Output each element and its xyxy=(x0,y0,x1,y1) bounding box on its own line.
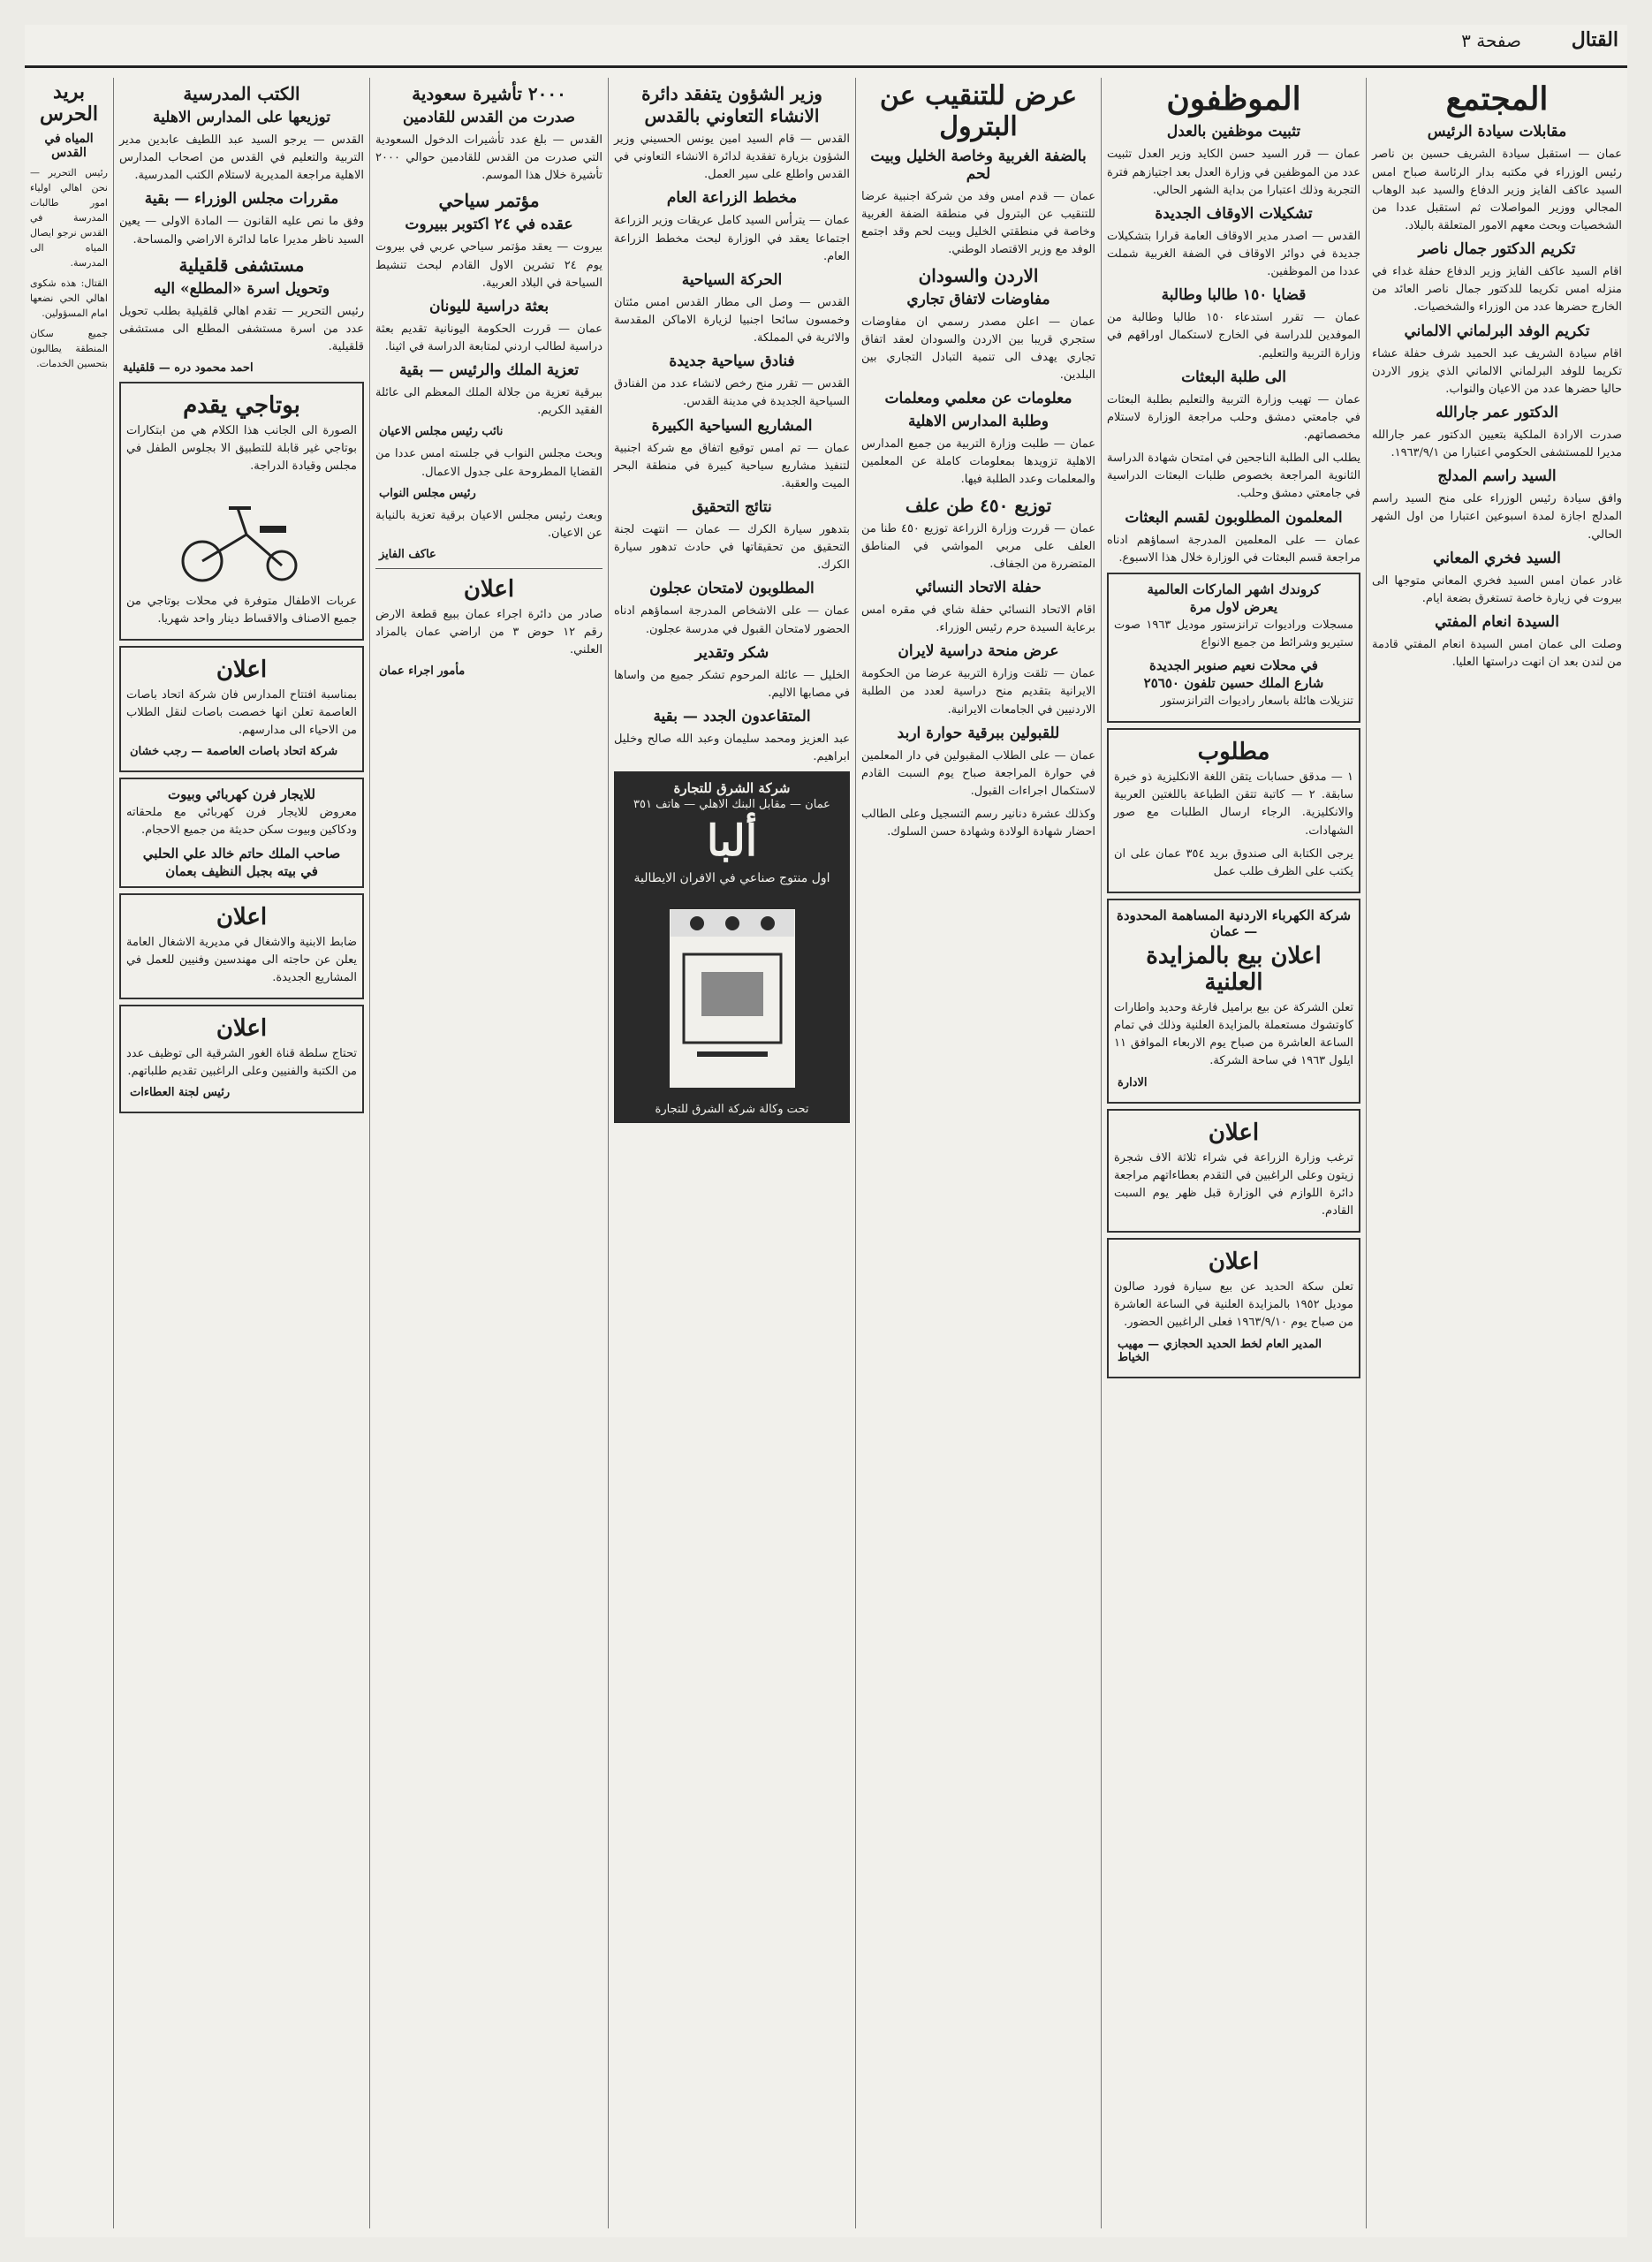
headline-minister: وزير الشؤون يتفقد دائرة الانشاء التعاوني بالقدس xyxy=(641,83,822,126)
page-number: صفحة ٣ xyxy=(1461,30,1521,51)
heading: عرض منحة دراسية لايران xyxy=(898,642,1059,661)
heading: السيد راسم المدلج xyxy=(1437,467,1557,486)
heading: مخطط الزراعة العام xyxy=(666,189,798,208)
ad-signature: شركة اتحاد باصات العاصمة — رجب خشان xyxy=(130,745,338,759)
section-title-employees: الموظفون xyxy=(1166,80,1301,118)
heading: تشكيلات الاوقاف الجديدة xyxy=(1155,204,1313,223)
heading: المطلوبون لامتحان عجلون xyxy=(649,580,815,598)
heading: تكريم الدكتور جمال ناصر xyxy=(1418,240,1576,259)
article-text: القتال: هذه شكوى اهالي الحي نضعها امام المسؤولين. xyxy=(30,277,108,320)
column-employees xyxy=(1101,78,1366,2228)
article-text: عمان — تهيب وزارة التربية والتعليم بطلبة البعثات في جامعتي دمشق وحلب مراجعة الوزارة لاستلام مخصصاتهم. xyxy=(1107,392,1360,442)
article-text: ببرقية تعزية من جلالة الملك المعظم الى عائلة الفقيد الكريم. xyxy=(375,386,602,418)
rent-ad xyxy=(119,778,364,887)
heading: معلومات عن معلمي ومعلمات xyxy=(884,390,1072,408)
masthead xyxy=(25,25,1627,68)
article-text: بيروت — يعقد مؤتمر سياحي عربي في بيروت يوم ٢٤ تشرين الاول القادم لبحث تنشيط السياحة في البلاد العربية. xyxy=(375,240,603,290)
article-text: القدس — قام السيد امين يونس الحسيني وزير الشؤون بزيارة تفقدية لدائرة الانشاء التعاوني في القدس واطلع على سير العمل. xyxy=(614,133,850,182)
article-text: القدس — وصل الى مطار القدس امس مئتان وخمسون سائحا اجنبيا لزيارة الاماكن المقدسة والاثرية في المملكة. xyxy=(614,295,850,345)
heading: بعثة دراسية لليونان xyxy=(428,297,549,315)
article-text: عمان — تلقت وزارة التربية عرضا من الحكومة الايرانية بتقديم منح دراسية لعدد من الطلبة الاردنيين في الجامعات الايرانية. xyxy=(861,667,1095,717)
column-society xyxy=(1366,78,1627,2228)
heading: المياه في القدس xyxy=(44,131,94,160)
ad-title: اعلان xyxy=(1208,1119,1260,1146)
ad-text: ترغب وزارة الزراعة في شراء ثلاثة الاف شجرة زيتون وعلى الراغبين في التقدم بعطاءاتهم مراجعة دائرة اللوازم في الوزارة قبل ظهر يوم السبت القادم. xyxy=(1114,1150,1353,1218)
article-text: صدرت الارادة الملكية بتعيين الدكتور عمر جارالله مديرا للمستشفى الحكومي اعتبارا من ١٩٦٣/٩/١. xyxy=(1372,428,1622,460)
ad-company: شركة الشرق للتجارة xyxy=(673,780,791,797)
ad-tagline: اول منتوج صناعي في الافران الايطالية xyxy=(633,871,830,886)
ad-contact: صاحب الملك حاتم خالد علي الحلبي xyxy=(142,845,341,862)
article-text: عمان — تقرر استدعاء ١٥٠ طالبا وطالبة من الموفدين للدراسة في الخارج لاستكمال اوراقهم في وزارة التربية والتعليم. xyxy=(1107,311,1360,361)
article-text: غادر عمان امس السيد فخري المعاني متوجها الى بيروت في زيارة خاصة تستغرق بضعة ايام. xyxy=(1372,573,1622,605)
subheadline: وتحويل اسرة «المطلع» اليه xyxy=(153,279,330,298)
section-title-society: المجتمع xyxy=(1445,80,1549,118)
signature: رئيس مجلس النواب xyxy=(379,486,476,500)
ad-title: اعلان xyxy=(463,575,515,603)
signature: احمد محمود دره — قلقيلية xyxy=(123,361,254,376)
article-text: عبد العزيز ومحمد سليمان وعبد الله صالح وخليل ابراهيم. xyxy=(614,732,850,764)
subheadline: صدرت من القدس للقادمين xyxy=(403,109,575,126)
ad-signature: رئيس لجنة العطاءات xyxy=(130,1086,231,1100)
heading: المتقاعدون الجدد — بقية xyxy=(653,707,811,725)
ad-text: مسجلات وراديوات ترانزستور موديل ١٩٦٣ صوت ستيريو وشرائط من جميع الانواع xyxy=(1114,618,1353,649)
article-text: عمان — قررت وزارة الزراعة توزيع ٤٥٠ طنا من العلف على مربي المواشي في المناطق المتضررة من الجفاف. xyxy=(861,521,1095,571)
ad-title: كروندك اشهر الماركات العالمية xyxy=(1147,581,1321,597)
article-text: عمان — قررت الحكومة اليونانية تقديم بعثة دراسية لطالب اردني لمتابعة الدراسة في اثينا. xyxy=(375,322,602,353)
bus-ad xyxy=(119,646,364,772)
article-text: رئيس التحرير — نحن اهالي اولياء امور طالبات المدرسة في القدس نرجو ايصال المياه الى المدرسة. xyxy=(30,166,108,269)
column-minister xyxy=(608,78,855,2228)
article-text: القدس — يرجو السيد عبد اللطيف عابدين مدير التربية والتعليم في القدس من اصحاب المدارس الاهلية مراجعة المديرية لاستلام الكتب المدرسية. xyxy=(119,133,364,183)
ad-signature: الادارة xyxy=(1118,1075,1148,1089)
ad-text: عربات الاطفال متوفرة في محلات بوتاجي من جميع الاصناف والاقساط دينار واحد شهريا. xyxy=(126,594,357,626)
alba-ad xyxy=(614,771,850,1123)
article-text: القدس — اصدر مدير الاوقاف العامة قرارا بتشكيلات جديدة في دوائر الاوقاف في الضفة الغربية شملت عددا من الموظفين. xyxy=(1107,229,1360,279)
article-text: عمان — تم امس توقيع اتفاق مع شركة اجنبية لتنفيذ مشاريع سياحية كبيرة في منطقة البحر الميت والعقبة. xyxy=(614,441,850,490)
article-text: رئيس التحرير — تقدم اهالي قلقيلية بطلب تحويل عدد من اسرة مستشفى المطلع الى مستشفى قلقيلية. xyxy=(119,304,364,353)
ad-title: اعلان xyxy=(216,903,268,930)
ad-title: اعلان xyxy=(216,1014,268,1042)
ad-brand: ألبا xyxy=(706,816,758,867)
ad-address: شارع الملك حسين تلفون ٢٥٦٥٠ xyxy=(1143,675,1324,692)
article-text: جميع سكان المنطقة يطالبون بتحسين الخدمات. xyxy=(30,328,108,370)
ad-text: تعلن الشركة عن بيع براميل فارغة وحديد واطارات كاوتشوك مستعملة بالمزايدة العلنية وذلك في تمام الساعة العاشرة من صباح يوم الاربعاء الموافق ١١ ايلول ١٩٦٣ في ساحة الشركة. xyxy=(1114,1001,1353,1068)
ad-text: بمناسبة افتتاح المدارس فان شركة اتحاد باصات العاصمة تعلن انها خصصت باصات لنقل الطلاب من الاحياء الى مدارسهم. xyxy=(126,687,357,738)
article-text: وكذلك عشرة دنانير رسم التسجيل وعلى الطالب احضار شهادة الولادة وشهادة حسن السلوك. xyxy=(861,808,1095,839)
subheadline: توزيعها على المدارس الاهلية xyxy=(153,109,330,126)
heading: مفاوضات لاتفاق تجاري xyxy=(906,290,1050,308)
article-text: عمان — طلبت وزارة التربية من جميع المدارس الاهلية تزويدها بمعلومات كاملة عن المعلمين والمعلمات وعدد الطلبة فيها. xyxy=(861,437,1095,487)
heading: الدكتور عمر جارالله xyxy=(1436,403,1558,421)
heading: تثبيت موظفين بالعدل xyxy=(1166,123,1301,141)
newspaper-name: القتال xyxy=(1571,28,1618,51)
heading: الاردن والسودان xyxy=(918,264,1039,286)
heading: شكر وتقدير xyxy=(694,643,769,662)
ad-address: في بيته بجبل النظيف بعمان xyxy=(165,862,318,879)
headline-saudi: ٢٠٠٠ تأشيرة سعودية xyxy=(412,83,566,104)
ad-title: اعلان xyxy=(1208,1249,1260,1276)
ad-text: الصورة الى الجانب هذا الكلام هي من ابتكارات بوتاجي غير قابلة للتطبيق الا بجلوس الطفل في مجلس وقيادة الدراجة. xyxy=(126,424,357,474)
botaji-ad xyxy=(119,382,364,641)
ad-text: صادر من دائرة اجراء عمان ببيع قطعة الارض رقم ١٢ حوض ٣ من اراضي عمان بالمزاد العلني. xyxy=(375,607,602,657)
article-text: عمان — على المعلمين المدرجة اسماؤهم ادناه مراجعة قسم البعثات في الوزارة خلال هذا الاسبوع. xyxy=(1107,533,1360,565)
heading: السيد فخري المعاني xyxy=(1433,549,1561,567)
heading: مستشفى قلقيلية xyxy=(178,254,305,276)
article-text: عمان — يترأس السيد كامل عريقات وزير الزراعة اجتماعا يعقد في الوزارة لبحث مخطط الزراعة العام. xyxy=(614,214,850,263)
ad-title: مطلوب xyxy=(1197,739,1270,766)
article-text: وصلت الى عمان امس السيدة انعام المفتي قادمة من لندن بعد ان انهت دراستها العليا. xyxy=(1372,637,1622,670)
signature: نائب رئيس مجلس الاعيان xyxy=(379,425,504,439)
column-saudi xyxy=(369,78,608,2228)
ad-text: ١ — مدقق حسابات يتقن اللغة الانكليزية ذو خبرة سابقة. ٢ — كاتبة تتقن الطباعة باللغتين العربية والانكليزية. الرجاء ارسال الطلبات مع صور الشهادات. xyxy=(1114,770,1353,838)
newspaper-page xyxy=(25,25,1627,2237)
headline-oil: عرض للتنقيب عن البترول xyxy=(879,80,1078,142)
auction-ad xyxy=(1107,899,1360,1104)
article-text: وفق ما نص عليه القانون — المادة الاولى — يعين السيد ناظر مديرا عاما لدائرة الاراضي والمساحة. xyxy=(119,215,364,247)
article-text: وبعث رئيس مجلس الاعيان برقية تعزية بالنيابة عن الاعيان. xyxy=(375,508,602,540)
heading: مقررات مجلس الوزراء — بقية xyxy=(144,190,339,209)
column-books xyxy=(113,78,369,2228)
article-text: اقام السيد عاكف الفايز وزير الدفاع حفلة غداء في منزله امس تكريما للدكتور جمال ناصر العائد من الخارج حضرها عدد من الوزراء والشخصيات. xyxy=(1372,265,1622,315)
article-text: يطلب الى الطلبة الناجحين في امتحان شهادة الدراسة الثانوية المراجعة بخصوص طلبات البعثات الدراسية في جامعتي دمشق وحلب. xyxy=(1107,452,1360,501)
ad-signature: مأمور اجراء عمان xyxy=(379,664,466,679)
column-mail xyxy=(25,78,113,2228)
heading: مقابلات سيادة الرئيس xyxy=(1427,123,1567,141)
article-text: وافق سيادة رئيس الوزراء على منح السيد راسم المدلج اجازة لمدة اسبوعين اعتبارا من اول الشهر الحالي. xyxy=(1372,492,1622,542)
works-ad xyxy=(119,893,364,999)
article-text: بتدهور سيارة الكرك — عمان — انتهت لجنة التحقيق من تحقيقاتها في حادث تدهور سيارة الكرك. xyxy=(614,522,850,573)
subheadline: بالضفة الغربية وخاصة الخليل وبيت لحم xyxy=(870,148,1087,183)
ad-footer: تحت وكالة شركة الشرق للتجارة xyxy=(655,1103,809,1117)
article-text: عمان — اعلن مصدر رسمي ان مفاوضات ستجري قريبا بين الاردن والسودان لعقد اتفاق تجاري يهدف الى تنمية التبادل التجاري بين البلدين. xyxy=(861,315,1095,382)
ad-shop: في محلات نعيم صنوبر الجديدة xyxy=(1149,657,1318,674)
tricycle-icon xyxy=(176,482,308,588)
heading: المشاريع السياحية الكبيرة xyxy=(651,416,813,435)
ad-company: شركة الكهرباء الاردنية المساهمة المحدودة — عمان xyxy=(1116,907,1352,940)
kroundik-ad xyxy=(1107,573,1360,723)
article-text: عمان — استقبل سيادة الشريف حسين بن ناصر رئيس الوزراء في مكتبه بدار الرئاسة صباح امس السيد عاكف الفايز وزير الدفاع والسيد عبد الوهاب المجالي ووزير المواصلات ثم استقبل عددا من الشخصيات وبحث معهم الامور المتعلقة بالبلاد. xyxy=(1372,148,1622,232)
wanted-ad xyxy=(1107,728,1360,893)
article-text: القدس — بلغ عدد تأشيرات الدخول السعودية التي صدرت من القدس للقادمين حوالي ٢٠٠٠ تأشيرة خلال هذا الموسم. xyxy=(375,133,602,183)
ad-signature: المدير العام لخط الحديد الحجازي — مهيب الخياط xyxy=(1118,1337,1322,1364)
article-text: القدس — تقرر منح رخص لانشاء عدد من الفنادق السياحية الجديدة في مدينة القدس. xyxy=(614,377,850,409)
subheadline: عقده في ٢٤ اكتوبر ببيروت xyxy=(405,216,573,234)
ad-text: تحتاج سلطة قناة الغور الشرقية الى توظيف عدد من الكتبة والفنيين وعلى الراغبين تقديم طلباتهم. xyxy=(126,1046,357,1079)
divider xyxy=(375,568,602,569)
ad-text: ضابط الابنية والاشغال في مديرية الاشغال العامة يعلن عن حاجته الى مهندسين وفنيين للعمل في المشاريع الجديدة. xyxy=(126,935,357,984)
ad-text: تعلن سكة الحديد عن بيع سيارة فورد صالون موديل ١٩٥٢ بالمزايدة العلنية في الساعة العاشرة من صباح يوم ١٩٦٣/٩/١٠ فعلى الراغبين الحضور. xyxy=(1114,1280,1353,1330)
stove-icon xyxy=(653,892,812,1096)
section-title-mail: بريد الحرس xyxy=(39,80,98,126)
ad-title: للايجار فرن كهربائي وبيوت xyxy=(168,786,315,803)
heading: وطلبة المدارس الاهلية xyxy=(907,413,1050,431)
ad-title: بوتاجي يقدم xyxy=(183,392,300,420)
heading: السيدة انعام المفتي xyxy=(1435,612,1559,631)
ad-subtitle: يعرض لاول مرة xyxy=(1189,598,1278,615)
ad-note: تنزيلات هائلة باسعار راديوات الترانزستور xyxy=(1160,695,1353,709)
article-text: عمان — على الاشخاص المدرجة اسماؤهم ادناه الحضور لامتحان القبول في مدرسة عجلون. xyxy=(614,604,850,636)
signature: عاكف الفايز xyxy=(379,547,436,561)
article-text: عمان — قدم امس وفد من شركة اجنبية عرضا للتنقيب عن البترول في منطقة الضفة الغربية وخاصة في منطقتي الخليل وبيت لحم وقد اجتمع الوفد مع وزير الاقتصاد الوطني. xyxy=(861,190,1095,257)
ad-text: معروض للايجار فرن كهربائي مع ملحقاته ودكاكين وبيوت سكن حديثة من جميع الاحجام. xyxy=(126,806,357,838)
article-text: اقام سيادة الشريف عبد الحميد شرف حفلة عشاء تكريما للوفد البرلماني الالماني الذي يزور الاردن حاليا حضرها عدد من الاعيان والنواب. xyxy=(1372,346,1622,396)
article-text: عمان — قرر السيد حسن الكايد وزير العدل تثبيت عدد من الموظفين في وزارة العدل بعد اجتيازهم فترة التجربة وذلك اعتبارا من بداية الشهر الحالي. xyxy=(1107,148,1360,197)
heading: المعلمون المطلوبون لقسم البعثات xyxy=(1125,508,1343,527)
heading: مؤتمر سياحي xyxy=(438,190,540,212)
heading: للقبولين ببرقية حوارة اربد xyxy=(897,724,1060,742)
ghor-ad xyxy=(119,1005,364,1113)
ad-phone: عمان — مقابل البنك الاهلي — هاتف ٣٥١ xyxy=(633,798,830,812)
heading: الحركة السياحية xyxy=(681,270,783,289)
heading: قضايا ١٥٠ طالبا وطالبة xyxy=(1161,286,1307,305)
heading: فنادق سياحية جديدة xyxy=(669,353,795,371)
article-text: الخليل — عائلة المرحوم تشكر جميع من واساها في مصابها الاليم. xyxy=(614,668,850,700)
ad-title: اعلان xyxy=(216,656,268,683)
heading: تكريم الوفد البرلماني الالماني xyxy=(1404,322,1590,340)
ad-contact: يرجى الكتابة الى صندوق بريد ٣٥٤ عمان على ان يكتب على الظرف طلب عمل xyxy=(1114,846,1354,878)
column-oil xyxy=(855,78,1101,2228)
article-text: وبحث مجلس النواب في جلسته امس عددا من القضايا المطروحة على جدول الاعمال. xyxy=(375,447,602,479)
heading: حفلة الاتحاد النسائي xyxy=(915,578,1042,596)
headline-books: الكتب المدرسية xyxy=(183,83,300,104)
heading: تعزية الملك والرئيس — بقية xyxy=(398,361,580,380)
heading: نتائج التحقيق xyxy=(692,497,772,516)
agriculture-ad xyxy=(1107,1109,1360,1233)
ad-title: اعلان بيع بالمزايدة العلنية xyxy=(1146,943,1322,997)
heading: الى طلبة البعثات xyxy=(1181,368,1286,386)
article-text: اقام الاتحاد النسائي حفلة شاي في مقره امس برعاية السيدة حرم رئيس الوزراء. xyxy=(861,603,1095,635)
railway-ad xyxy=(1107,1238,1360,1378)
heading: توزيع ٤٥٠ طن علف xyxy=(905,494,1052,516)
article-text: عمان — على الطلاب المقبولين في دار المعلمين في حوارة المراجعة صباح يوم السبت القادم لاستكمال اجراءات القبول. xyxy=(861,748,1095,798)
